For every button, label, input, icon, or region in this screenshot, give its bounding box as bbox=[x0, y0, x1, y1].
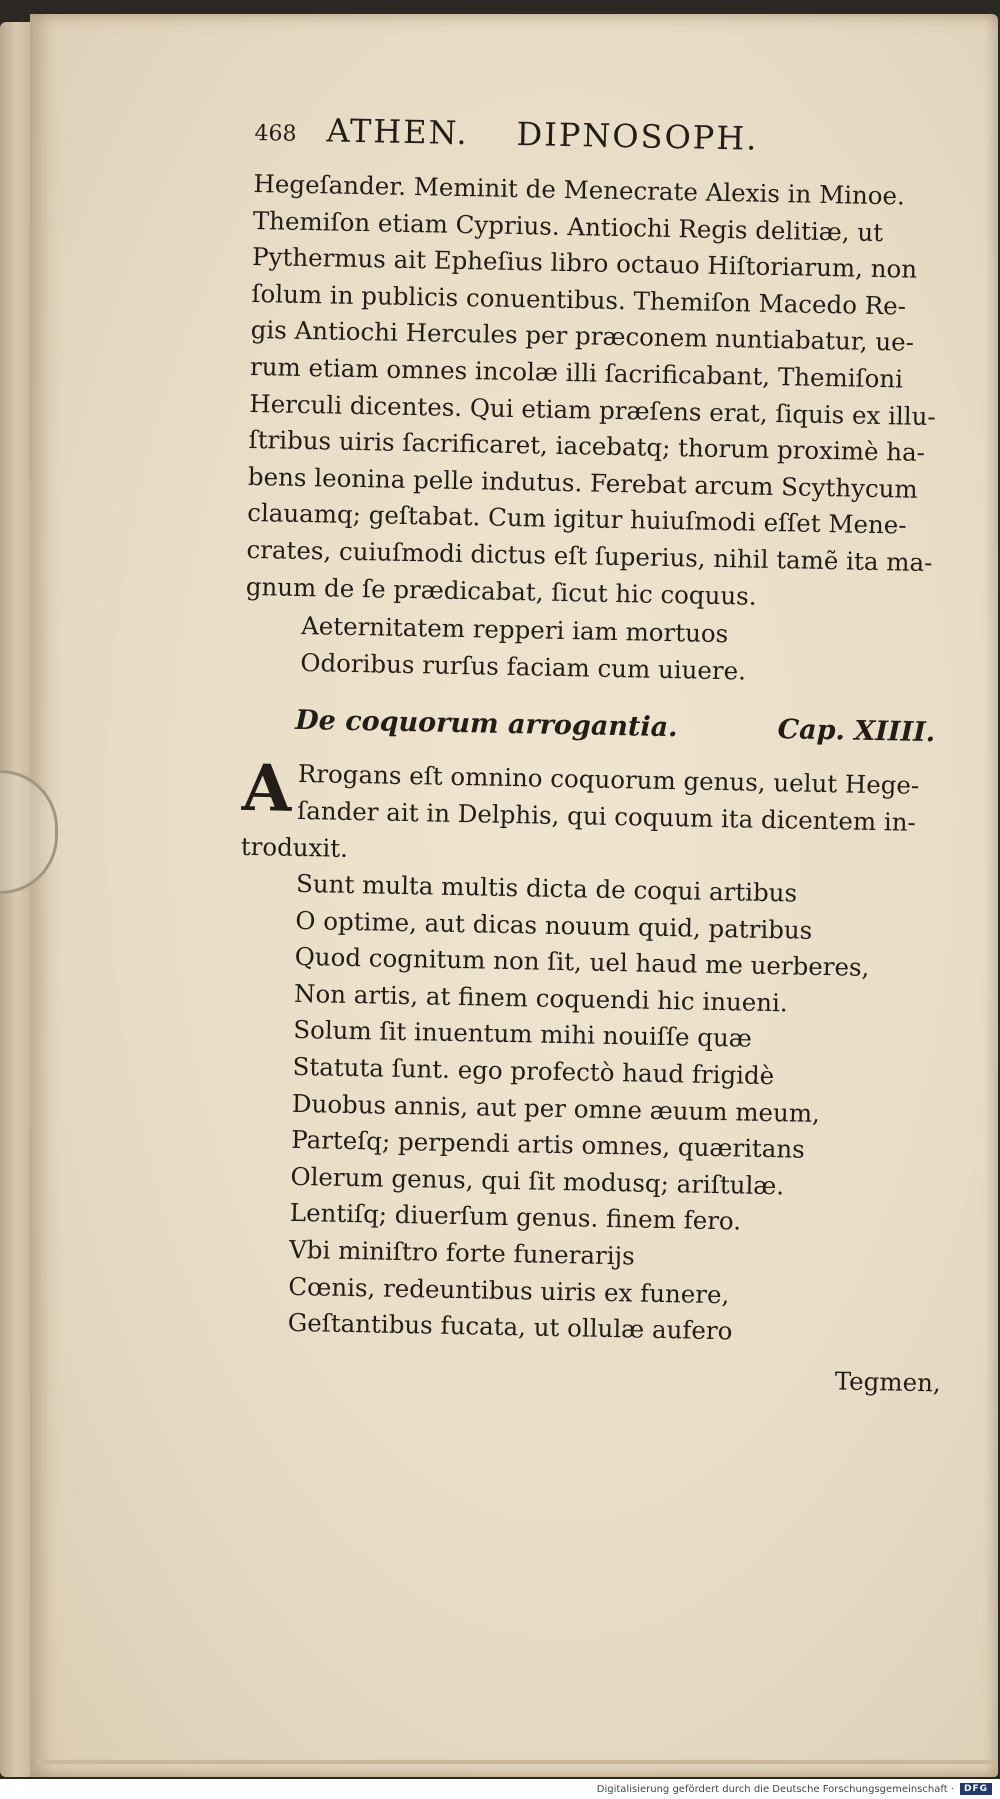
page-text-block bbox=[231, 110, 975, 1397]
verse-quotation-one bbox=[300, 608, 965, 694]
verse-line: Quod cognitum non ſit, uel haud me uerberes, bbox=[294, 942, 870, 983]
text-line: clauamq; geſtabat. Cum igitur huiuſmodi eſſet Mene- bbox=[246, 498, 907, 540]
running-head-left: ATHEN. bbox=[326, 111, 470, 153]
verse-line: Olerum genus, qui ſit modusq; ariſtulæ. bbox=[290, 1161, 785, 1201]
verse-line: Parteſq; perpendi artis omnes, quæritans bbox=[290, 1125, 806, 1164]
text-line: crates, cuiuſmodi dictus eſt ſuperius, nihil tamẽ ita ma- bbox=[246, 534, 933, 578]
verse-line: Odoribus rurſus faciam cum uiuere. bbox=[300, 647, 747, 686]
text-line: Hegeſander. Meminit de Menecrate Alexis in Minoe. bbox=[253, 168, 906, 211]
text-line: Herculi dicentes. Qui etiam præſens erat, ſiquis ex illu- bbox=[249, 388, 936, 431]
text-line: ſolum in publicis conuentibus. Themiſon Macedo Re- bbox=[251, 278, 907, 321]
text-line: Rrogans eſt omnino coquorum genus, uelut Hege- bbox=[297, 759, 920, 801]
running-head-right: DIPNOSOPH. bbox=[516, 115, 759, 158]
dfg-logo: DFG bbox=[960, 1783, 992, 1795]
verse-line: Aeternitatem repperi iam mortuos bbox=[300, 611, 729, 649]
text-line: ſtribus uiris ſacrificaret, iacebatq; thorum proximè ha- bbox=[248, 425, 926, 468]
verse-line: Cœnis, redeuntibus uiris ex funere, bbox=[288, 1271, 730, 1309]
verse-line: O optime, aut dicas nouum quid, patribus bbox=[295, 905, 813, 945]
text-line: Themiſon etiam Cyprius. Antiochi Regis delitiæ, ut bbox=[252, 205, 884, 247]
chapter-title: De coquorum arrogantia. bbox=[294, 705, 678, 744]
verse-line: Lentiſq; diuerſum genus. finem fero. bbox=[289, 1198, 742, 1236]
drop-cap: A bbox=[241, 751, 293, 828]
footer-credit: Digitalisierung gefördert durch die Deutsche Forschungsgemeinschaft · bbox=[596, 1783, 954, 1795]
text-line: troduxit. bbox=[240, 831, 349, 863]
chapter-opening-paragraph bbox=[240, 751, 963, 879]
text-line: bens leonina pelle indutus. Ferebat arcum Scythycum bbox=[247, 461, 918, 504]
text-line: ſander ait in Delphis, qui coquum ita dicentem in- bbox=[296, 795, 917, 837]
text-line: rum etiam omnes incolæ illi ſacrificabant, Themiſoni bbox=[249, 351, 904, 394]
verse-line: Statuta ſunt. ego profectò haud frigidè bbox=[292, 1051, 775, 1091]
page-bottom-edge bbox=[36, 1760, 996, 1764]
verse-line: Sunt multa multis dicta de coqui artibus bbox=[295, 869, 798, 908]
verse-line: Solum ſit inuentum mihi nouiſſe quæ bbox=[293, 1015, 753, 1054]
footer-bar bbox=[0, 1779, 1000, 1799]
verse-line: Vbi miniſtro forte funerarijs bbox=[288, 1234, 636, 1271]
verse-line: Geſtantibus fucata, ut ollulæ aufero bbox=[287, 1308, 733, 1346]
catchword: Tegmen, bbox=[834, 1366, 941, 1398]
page-number: 468 bbox=[254, 120, 297, 147]
verse-line: Duobus annis, aut per omne æuum meum, bbox=[291, 1088, 821, 1128]
chapter-heading bbox=[295, 705, 935, 748]
verse-quotation-two bbox=[287, 866, 960, 1354]
text-line: gnum de ſe prædicabat, ſicut hic coquus. bbox=[245, 571, 757, 611]
text-line: Pythermus ait Epheſius libro octauo Hiſtoriarum, non bbox=[251, 242, 918, 284]
verse-line: Non artis, at finem coquendi hic inueni. bbox=[293, 978, 788, 1018]
chapter-number: Cap. XIIII. bbox=[777, 714, 936, 749]
text-line: gis Antiochi Hercules per præconem nuntiabatur, ue- bbox=[250, 315, 915, 358]
prose-paragraph bbox=[245, 166, 973, 619]
